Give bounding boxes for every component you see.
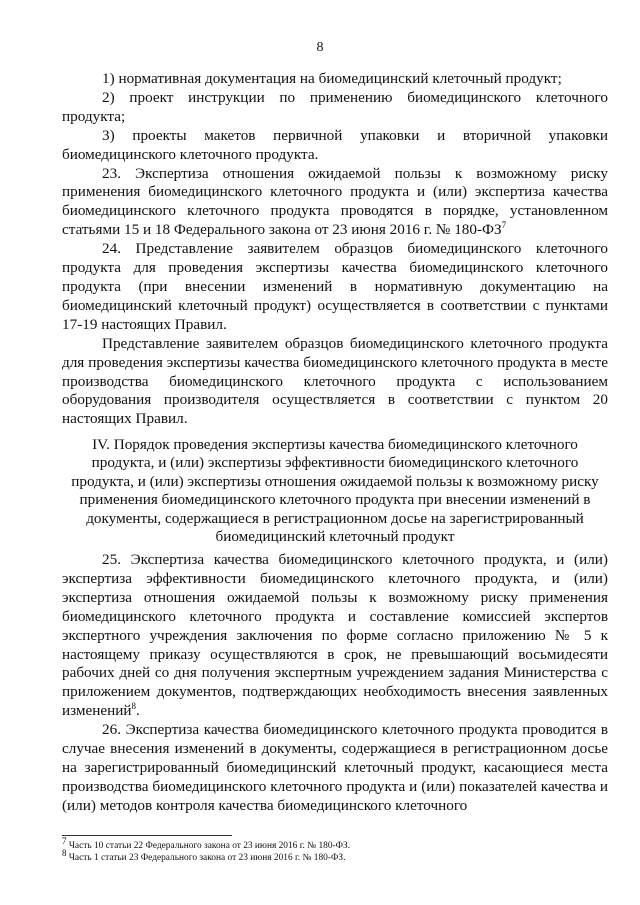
footnote-ref-8: 8 (131, 701, 137, 712)
footnote-8 (62, 847, 608, 864)
footnote-7 (62, 835, 608, 852)
footnote-mark-8: 8 (62, 847, 67, 858)
list-item-1: 1) нормативная документация на биомедицинский клеточный продукт; (102, 70, 562, 87)
paragraph-24: 24. Представление заявителем образцов биомедицинского клеточного продукта для проведения экспертизы качества биомедицинского клеточного продукта (при внесении изменений в нормативную документацию на биомедицинский клеточный продукт) осуществляется в соответствии с пунктами 17-19 настоящих Правил. (62, 240, 608, 333)
list-item-3: 3) проекты макетов первичной упаковки и вторичной упаковки биомедицинского клеточного продукта. (62, 126, 608, 163)
section-text-block (62, 551, 608, 816)
paragraph-23-text: 23. Экспертиза отношения ожидаемой пользы к возможному риску применения биомедицинского клеточного продукта и (или) экспертиза качества биомедицинского клеточного продукта проводятся в порядке, установленном статьями 15 и 18 Федерального закона от 23 июня 2016 г. № 180-ФЗ (62, 164, 608, 239)
footnotes (62, 835, 608, 864)
footnote-7-text: Часть 10 статьи 22 Федерального закона от 23 июня 2016 г. № 180-ФЗ. (66, 841, 351, 851)
list-item-2: 2) проект инструкции по применению биомедицинского клеточного продукта; (62, 88, 608, 125)
paragraph-25-end: . (136, 702, 140, 720)
page-number: 8 (316, 40, 324, 55)
section-heading: IV. Порядок проведения экспертизы качества биомедицинского клеточного продукта, и (или) экспертизы эффективности биомедицинского клеточного продукта, и (или) экспертизы отношения ожидаемой пользы к возможному риску применения биомедицинского клеточного продукта при внесении изменений в документы, содержащиеся в регистрационном досье на зарегистрированный биомедицинский клеточный продукт (71, 436, 599, 546)
paragraph-26: 26. Экспертиза качества биомедицинского клеточного продукта проводится в случае внесения изменений в документы, содержащиеся в регистрационном досье на зарегистрированный биомедицинский клеточный продукт, касающиеся места производства биомедицинского клеточного продукта и (или) показателей качества и (или) методов контроля качества биомедицинского клеточного (62, 721, 608, 814)
top-text-block (62, 70, 608, 429)
footnote-divider (62, 835, 232, 836)
paragraph-25 (62, 551, 608, 721)
footnote-mark-7: 7 (62, 835, 67, 846)
paragraph-23 (62, 165, 608, 241)
footnote-8-text: Часть 1 статьи 23 Федерального закона от 23 июня 2016 г. № 180-ФЗ. (66, 853, 346, 863)
footnote-ref-7: 7 (501, 220, 507, 231)
paragraph-24-continued: Представление заявителем образцов биомедицинского клеточного продукта для проведения экспертизы качества биомедицинского клеточного продукта в месте производства биомедицинского клеточного продукта с использованием оборудования производителя осуществляется в соответствии с пунктом 20 настоящих Правил. (62, 334, 608, 428)
paragraph-25-text: 25. Экспертиза качества биомедицинского клеточного продукта, и (или) экспертиза эффективности биомедицинского клеточного продукта, и (или) экспертиза отношения ожидаемой пользы к возможному риску применения биомедицинского клеточного продукта и составление комиссией экспертов экспертного учреждения заключения по форме согласно приложению № 5 к настоящему приказу осуществляются в срок, не превышающий восьмидесяти рабочих дней со дня получения экспертным учреждением задания Министерства с приложением документов, подтверждающих необходимость внесения заявленных изменений (62, 551, 608, 720)
